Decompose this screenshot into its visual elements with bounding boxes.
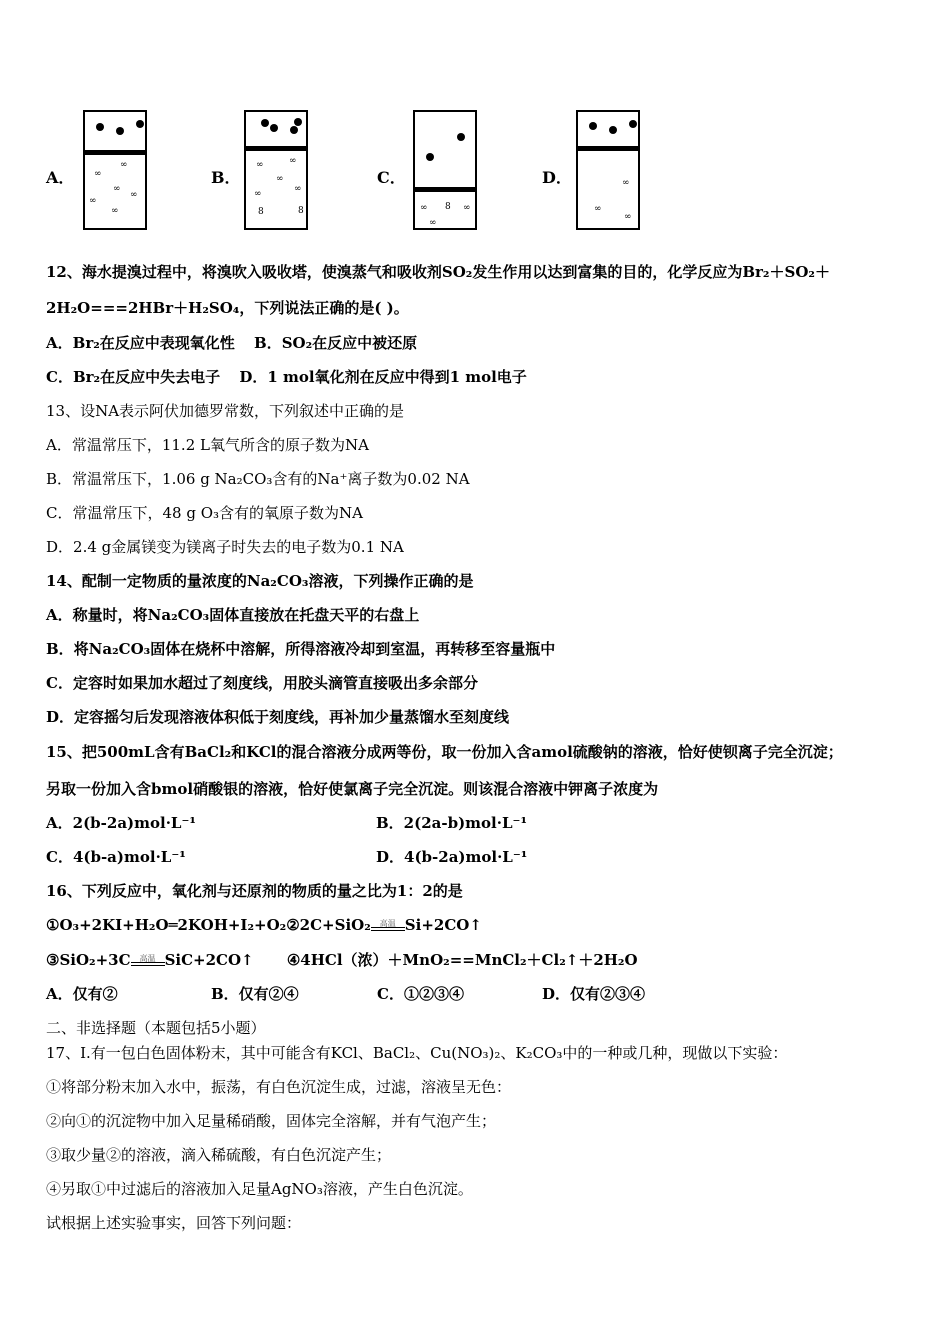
solute-molecule: ∞ xyxy=(294,184,301,194)
q15-stem-line1: 15、把500mL含有BaCl₂和KCl的混合溶液分成两等份，取一份加入含amol硫酸钠的溶液，恰好使钡离子完全沉淀； xyxy=(46,743,843,761)
q16-option-d: D．仅有②③④ xyxy=(542,985,646,1003)
q11-option-c-diagram xyxy=(413,110,477,230)
q16-option-a: A．仅有② xyxy=(46,985,118,1003)
q11-option-b-label: B． xyxy=(211,168,241,187)
gas-particle xyxy=(609,126,617,134)
section-heading: 二、非选择题（本题包括5小题） xyxy=(46,1019,266,1037)
q16-option-b: B．仅有②④ xyxy=(211,985,299,1003)
q11-option-d-label: D． xyxy=(542,168,572,187)
q12-options-row1 xyxy=(46,333,417,353)
solute-molecule: ∞ xyxy=(463,203,470,213)
q14-option-b: B．将Na₂CO₃固体在烧杯中溶解，所得溶液冷却到室温，再转移至容量瓶中 xyxy=(46,640,556,658)
solute-molecule: ∞ xyxy=(594,204,601,214)
gas-particle xyxy=(116,127,124,135)
gas-particle xyxy=(96,123,104,131)
solute-molecule: ∞ xyxy=(276,174,283,184)
q17-step-1: ①将部分粉末加入水中，振荡，有白色沉淀生成，过滤，溶液呈无色： xyxy=(46,1078,512,1096)
q12-option-c: C．Br₂在反应中失去电子 xyxy=(46,368,221,386)
solute-molecule: ∞ xyxy=(429,218,436,228)
gas-particle xyxy=(426,153,434,161)
condition-label: 高温 xyxy=(139,954,156,963)
q12-stem-line1: 12、海水提溴过程中，将溴吹入吸收塔，使溴蒸气和吸收剂SO₂发生作用以达到富集的目的，化学反应为Br₂＋SO₂＋ xyxy=(46,263,830,281)
q15-option-b: B．2(2a-b)mol·L⁻¹ xyxy=(376,814,528,832)
solute-molecule: 8 xyxy=(298,206,303,216)
solute-molecule: 8 xyxy=(258,207,263,217)
liquid-surface-bar xyxy=(246,146,306,151)
q13-stem: 13、设NA表示阿伏加德罗常数，下列叙述中正确的是 xyxy=(46,402,405,420)
q16-reactions-row1 xyxy=(46,915,482,935)
solute-molecule: ∞ xyxy=(130,190,137,200)
q12-options-row2 xyxy=(46,367,527,387)
q16-reaction-1: ①O₃+2KI+H₂O═2KOH+I₂+O₂ xyxy=(46,916,287,934)
q16-reaction-2-left: ②2C+SiO₂ xyxy=(286,916,371,934)
solute-molecule: ∞ xyxy=(256,160,263,170)
q11-option-c-label: C． xyxy=(377,168,406,187)
solute-molecule: ∞ xyxy=(111,206,118,216)
q16-reactions-row2 xyxy=(46,950,638,970)
q12-option-b: B．SO₂在反应中被还原 xyxy=(254,334,418,352)
gas-particle xyxy=(261,119,269,127)
q15-option-c: C．4(b-a)mol·L⁻¹ xyxy=(46,848,186,866)
solute-molecule: ∞ xyxy=(624,212,631,222)
gas-particle xyxy=(136,120,144,128)
solute-molecule: ∞ xyxy=(94,169,101,179)
q13-option-d: D．2.4 g金属镁变为镁离子时失去的电子数为0.1 NA xyxy=(46,538,404,556)
q12-option-a: A．Br₂在反应中表现氧化性 xyxy=(46,334,235,352)
q14-option-d: D．定容摇匀后发现溶液体积低于刻度线，再补加少量蒸馏水至刻度线 xyxy=(46,708,510,726)
q15-option-d: D．4(b-2a)mol·L⁻¹ xyxy=(376,848,528,866)
q14-option-a: A．称量时，将Na₂CO₃固体直接放在托盘天平的右盘上 xyxy=(46,606,420,624)
liquid-surface-bar xyxy=(578,146,638,151)
q12-option-d: D．1 mol氧化剂在反应中得到1 mol电子 xyxy=(239,368,527,386)
q16-reaction-3-right: SiC+2CO↑ xyxy=(164,951,254,969)
gas-particle xyxy=(290,126,298,134)
q13-option-c: C．常温常压下，48 g O₃含有的氧原子数为NA xyxy=(46,504,363,522)
solute-molecule: ∞ xyxy=(89,196,96,206)
q16-stem: 16、下列反应中，氧化剂与还原剂的物质的量之比为1：2的是 xyxy=(46,882,463,900)
q11-option-a-label: A． xyxy=(46,168,75,187)
q17-step-3: ③取少量②的溶液，滴入稀硫酸，有白色沉淀产生； xyxy=(46,1146,392,1164)
q11-option-b-diagram xyxy=(244,110,308,230)
gas-particle xyxy=(589,122,597,130)
q11-option-d-diagram xyxy=(576,110,640,230)
q16-reaction-3-left: ③SiO₂+3C xyxy=(46,951,131,969)
q17-step-2: ②向①的沉淀物中加入足量稀硝酸，固体完全溶解，并有气泡产生； xyxy=(46,1112,497,1130)
q13-option-a: A．常温常压下，11.2 L氧气所含的原子数为NA xyxy=(46,436,369,454)
q12-stem-line2: 2H₂O===2HBr＋H₂SO₄，下列说法正确的是( )。 xyxy=(46,299,409,317)
solute-molecule: 8 xyxy=(445,202,450,212)
solute-molecule: ∞ xyxy=(622,178,629,188)
gas-particle xyxy=(294,118,302,126)
q15-option-a: A．2(b-2a)mol·L⁻¹ xyxy=(46,814,196,832)
gas-particle xyxy=(270,124,278,132)
gas-particle xyxy=(457,133,465,141)
solute-molecule: ∞ xyxy=(120,160,127,170)
q16-reaction-2-right: Si+2CO↑ xyxy=(404,916,482,934)
liquid-surface-bar xyxy=(415,187,475,192)
q17-question: 试根据上述实验事实，回答下列问题： xyxy=(46,1214,302,1232)
q17-stem: 17、Ⅰ.有一包白色固体粉末，其中可能含有KCl、BaCl₂、Cu(NO₃)₂、K₂CO₃中的一种或几种，现做以下实验： xyxy=(46,1044,788,1062)
q11-option-a-diagram xyxy=(83,110,147,230)
solute-molecule: ∞ xyxy=(420,203,427,213)
q16-reaction-4: ④4HCl（浓）＋MnO₂==MnCl₂＋Cl₂↑＋2H₂O xyxy=(286,951,638,969)
q13-option-b: B．常温常压下，1.06 g Na₂CO₃含有的Na⁺离子数为0.02 NA xyxy=(46,470,470,488)
solute-molecule: ∞ xyxy=(289,156,296,166)
gas-particle xyxy=(629,120,637,128)
high-temp-condition-arrow xyxy=(131,953,165,969)
high-temp-condition-arrow xyxy=(371,918,405,934)
liquid-surface-bar xyxy=(85,150,145,155)
q17-step-4: ④另取①中过滤后的溶液加入足量AgNO₃溶液，产生白色沉淀。 xyxy=(46,1180,473,1198)
solute-molecule: ∞ xyxy=(254,189,261,199)
q16-option-c: C．①②③④ xyxy=(377,985,464,1003)
q15-stem-line2: 另取一份加入含bmol硝酸银的溶液，恰好使氯离子完全沉淀。则该混合溶液中钾离子浓度为 xyxy=(46,780,659,798)
condition-label: 高温 xyxy=(379,919,396,928)
q14-stem: 14、配制一定物质的量浓度的Na₂CO₃溶液，下列操作正确的是 xyxy=(46,572,474,590)
q14-option-c: C．定容时如果加水超过了刻度线，用胶头滴管直接吸出多余部分 xyxy=(46,674,478,692)
solute-molecule: ∞ xyxy=(113,184,120,194)
